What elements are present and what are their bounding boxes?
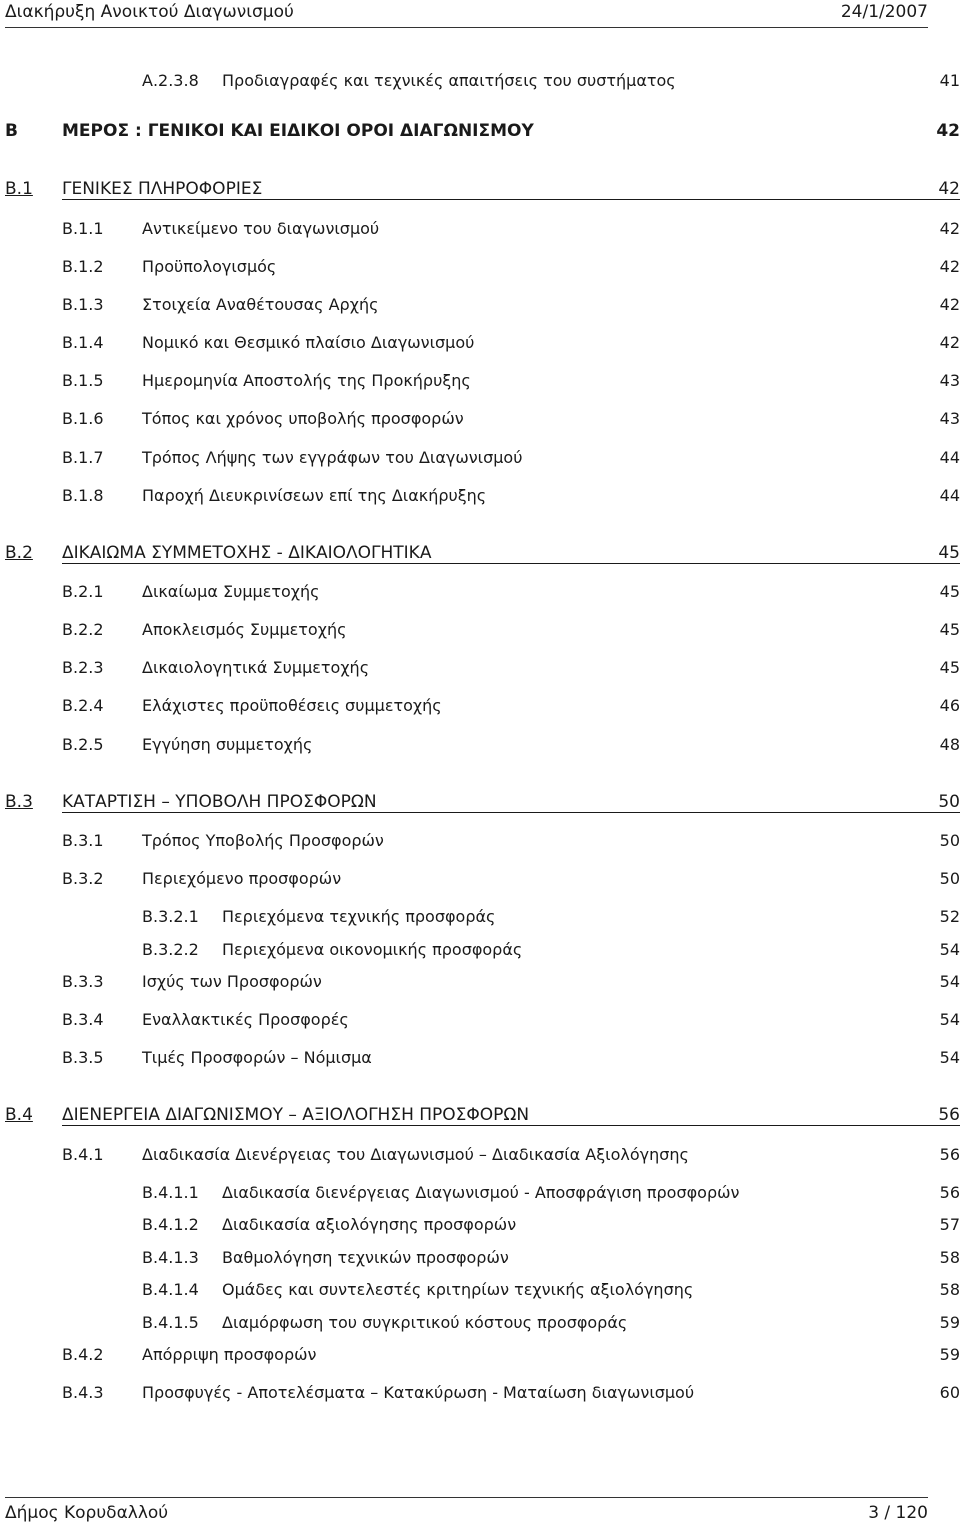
toc-entry[interactable]: [0, 1312, 960, 1336]
toc-page: 52: [939, 907, 960, 926]
toc-number: Β.3.2: [62, 869, 104, 888]
toc-entry[interactable]: [0, 657, 960, 681]
toc-title: Παροχή Διευκρινίσεων επί της Διακήρυξης: [142, 486, 487, 505]
toc-entry[interactable]: [0, 1214, 960, 1238]
toc-entry[interactable]: [0, 408, 960, 432]
toc-entry[interactable]: [0, 1182, 960, 1206]
toc-number: Β.4: [5, 1105, 33, 1125]
toc-number: Β.1.4: [62, 333, 104, 352]
footer-divider: [5, 1497, 928, 1498]
toc-page: 58: [939, 1280, 960, 1299]
toc-underline: [62, 1125, 960, 1126]
toc-page: 42: [936, 121, 960, 141]
toc-number: Β.4.1.3: [142, 1248, 199, 1267]
toc-page: 54: [939, 972, 960, 991]
toc-page: 43: [939, 371, 960, 390]
toc-title: Ημερομηνία Αποστολής της Προκήρυξης: [142, 371, 471, 390]
toc-entry[interactable]: [0, 218, 960, 242]
toc-page: 54: [939, 940, 960, 959]
toc-title: ΔΙΚΑΙΩΜΑ ΣΥΜΜΕΤΟΧΗΣ - ΔΙΚΑΙΟΛΟΓΗΤΙΚΑ: [62, 543, 432, 563]
toc-page: 50: [938, 792, 960, 812]
toc-title: Αντικείμενο του διαγωνισμού: [142, 219, 380, 238]
toc-entry[interactable]: [0, 971, 960, 995]
toc-number: Β.1.1: [62, 219, 104, 238]
toc-number: Β.1.2: [62, 257, 104, 276]
toc-title: Ομάδες και συντελεστές κριτηρίων τεχνικής αξιολόγησης: [222, 1280, 694, 1299]
toc-title: Διαδικασία διενέργειας Διαγωνισμού - Αποσφράγιση προσφορών: [222, 1183, 740, 1202]
toc-entry[interactable]: [0, 447, 960, 471]
document-date: 24/1/2007: [840, 2, 928, 22]
toc-number: Β.4.2: [62, 1345, 104, 1364]
toc-page: 44: [939, 448, 960, 467]
toc-entry[interactable]: [0, 906, 960, 930]
toc-title: Προϋπολογισμός: [142, 257, 277, 276]
toc-number: Β.3.2.1: [142, 907, 199, 926]
footer-organization: Δήμος Κορυδαλλού: [5, 1503, 169, 1523]
toc-number: Β.1.3: [62, 295, 104, 314]
toc-page: 42: [939, 295, 960, 314]
toc-entry[interactable]: [0, 1344, 960, 1368]
toc-page: 60: [939, 1383, 960, 1402]
toc-page: 56: [938, 1105, 960, 1125]
toc-number: Β.4.1.1: [142, 1183, 199, 1202]
toc-title: Στοιχεία Αναθέτουσας Αρχής: [142, 295, 379, 314]
toc-page: 41: [939, 71, 960, 90]
toc-page: 45: [939, 658, 960, 677]
toc-title: Βαθμολόγηση τεχνικών προσφορών: [222, 1248, 509, 1267]
toc-entry[interactable]: [0, 695, 960, 719]
toc-underline: [62, 199, 960, 200]
toc-entry[interactable]: [0, 868, 960, 892]
toc-title: Απόρριψη προσφορών: [142, 1345, 317, 1364]
toc-page: 42: [938, 179, 960, 199]
toc-title: Διαμόρφωση του συγκριτικού κόστους προσφοράς: [222, 1313, 628, 1332]
toc-number: Β.4.1.5: [142, 1313, 199, 1332]
toc-number: Β.2.1: [62, 582, 104, 601]
toc-entry[interactable]: [0, 734, 960, 758]
toc-entry[interactable]: [0, 332, 960, 356]
toc-title: Ισχύς των Προσφορών: [142, 972, 322, 991]
toc-entry[interactable]: [0, 791, 960, 815]
toc-page: 57: [939, 1215, 960, 1234]
toc-page: 50: [939, 869, 960, 888]
toc-title: Προσφυγές - Αποτελέσματα – Κατακύρωση - Ματαίωση διαγωνισμού: [142, 1383, 695, 1402]
toc-number: Β.1.6: [62, 409, 104, 428]
toc-page: 43: [939, 409, 960, 428]
toc-number: Β.3.1: [62, 831, 104, 850]
toc-number: Β.3.2.2: [142, 940, 199, 959]
toc-number: Β.2.5: [62, 735, 104, 754]
toc-title: Περιεχόμενα οικονομικής προσφοράς: [222, 940, 523, 959]
toc-number: Β.1.8: [62, 486, 104, 505]
toc-number: Α.2.3.8: [142, 71, 199, 90]
toc-entry[interactable]: [0, 1144, 960, 1168]
document-title: Διακήρυξη Ανοικτού Διαγωνισμού: [5, 2, 294, 22]
toc-number: Β.1: [5, 179, 33, 199]
page-number: 3 / 120: [868, 1503, 928, 1523]
toc-number: Β.1.5: [62, 371, 104, 390]
toc-title: Περιεχόμενο προσφορών: [142, 869, 342, 888]
toc-title: Διαδικασία αξιολόγησης προσφορών: [222, 1215, 517, 1234]
toc-entry[interactable]: [0, 1009, 960, 1033]
toc-entry[interactable]: [0, 485, 960, 509]
toc-underline: [62, 563, 960, 564]
toc-title: ΚΑΤΑΡΤΙΣΗ – ΥΠΟΒΟΛΗ ΠΡΟΣΦΟΡΩΝ: [62, 792, 377, 812]
toc-title: Τρόπος Λήψης των εγγράφων του Διαγωνισμού: [142, 448, 523, 467]
toc-entry[interactable]: [0, 619, 960, 643]
toc-page: 42: [939, 219, 960, 238]
toc-entry[interactable]: [0, 256, 960, 280]
toc-entry[interactable]: [0, 1247, 960, 1271]
toc-entry[interactable]: [0, 542, 960, 566]
toc-entry[interactable]: [0, 1279, 960, 1303]
toc-number: Β.2: [5, 543, 33, 563]
toc-title: Ελάχιστες προϋποθέσεις συμμετοχής: [142, 696, 442, 715]
toc-page: 45: [938, 543, 960, 563]
toc-number: Β.4.1.2: [142, 1215, 199, 1234]
toc-entry[interactable]: [0, 294, 960, 318]
toc-title: Διαδικασία Διενέργειας του Διαγωνισμού – Διαδικασία Αξιολόγησης: [142, 1145, 689, 1164]
toc-number: Β.3.4: [62, 1010, 104, 1029]
toc-title: Τόπος και χρόνος υποβολής προσφορών: [142, 409, 464, 428]
toc-entry[interactable]: [0, 830, 960, 854]
toc-number: Β.1.7: [62, 448, 104, 467]
toc-underline: [62, 812, 960, 813]
toc-title: ΜΕΡΟΣ : ΓΕΝΙΚΟΙ ΚΑΙ ΕΙΔΙΚΟΙ ΟΡΟΙ ΔΙΑΓΩΝΙΣΜΟΥ: [62, 121, 534, 141]
toc-entry[interactable]: [0, 1047, 960, 1071]
toc-title: Εναλλακτικές Προσφορές: [142, 1010, 349, 1029]
toc-number: Β.2.3: [62, 658, 104, 677]
toc-number: Β.3: [5, 792, 33, 812]
toc-page: 45: [939, 582, 960, 601]
toc-page: 59: [939, 1345, 960, 1364]
toc-page: 44: [939, 486, 960, 505]
toc-page: 46: [939, 696, 960, 715]
toc-title: Δικαίωμα Συμμετοχής: [142, 582, 320, 601]
toc-title: ΔΙΕΝΕΡΓΕΙΑ ΔΙΑΓΩΝΙΣΜΟΥ – ΑΞΙΟΛΟΓΗΣΗ ΠΡΟΣΦΟΡΩΝ: [62, 1105, 530, 1125]
toc-number: Β.3.5: [62, 1048, 104, 1067]
toc-page: 54: [939, 1010, 960, 1029]
toc-title: Αποκλεισμός Συμμετοχής: [142, 620, 347, 639]
toc-number: Β.4.1.4: [142, 1280, 199, 1299]
toc-page: 56: [939, 1145, 960, 1164]
toc-entry[interactable]: [0, 1382, 960, 1406]
toc-number: Β.4.3: [62, 1383, 104, 1402]
toc-title: Τιμές Προσφορών – Νόμισμα: [142, 1048, 372, 1067]
toc-page: 42: [939, 257, 960, 276]
toc-page: 42: [939, 333, 960, 352]
toc-page: 45: [939, 620, 960, 639]
toc-entry[interactable]: [0, 1104, 960, 1128]
page-header: [0, 0, 960, 34]
toc-title: Προδιαγραφές και τεχνικές απαιτήσεις του συστήματος: [222, 71, 676, 90]
toc-title: ΓΕΝΙΚΕΣ ΠΛΗΡΟΦΟΡΙΕΣ: [62, 179, 263, 199]
toc-number: Β.2.4: [62, 696, 104, 715]
toc-title: Τρόπος Υποβολής Προσφορών: [142, 831, 384, 850]
toc-entry[interactable]: [0, 581, 960, 605]
toc-title: Νομικό και Θεσμικό πλαίσιο Διαγωνισμού: [142, 333, 475, 352]
toc-page: 48: [939, 735, 960, 754]
toc-number: Β: [5, 121, 18, 141]
toc-page: 54: [939, 1048, 960, 1067]
toc-number: Β.3.3: [62, 972, 104, 991]
toc-page: 59: [939, 1313, 960, 1332]
toc-page: 56: [939, 1183, 960, 1202]
toc-page: 50: [939, 831, 960, 850]
toc-number: Β.4.1: [62, 1145, 104, 1164]
toc-number: Β.2.2: [62, 620, 104, 639]
toc-title: Περιεχόμενα τεχνικής προσφοράς: [222, 907, 496, 926]
toc-entry[interactable]: [0, 70, 960, 94]
toc-title: Εγγύηση συμμετοχής: [142, 735, 313, 754]
toc-entry[interactable]: [0, 120, 960, 144]
toc-page: 58: [939, 1248, 960, 1267]
header-divider: [5, 27, 928, 28]
toc-entry[interactable]: [0, 939, 960, 963]
toc-entry[interactable]: [0, 370, 960, 394]
toc-title: Δικαιολογητικά Συμμετοχής: [142, 658, 370, 677]
toc-entry[interactable]: [0, 178, 960, 202]
